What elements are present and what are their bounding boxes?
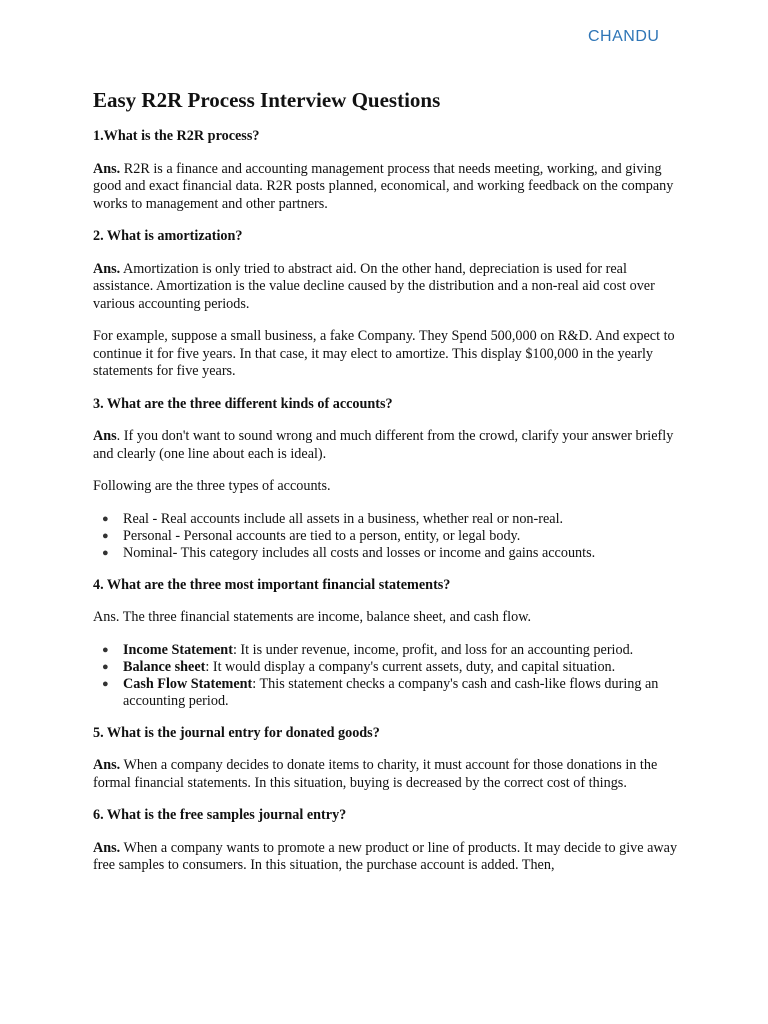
answer-text: Amortization is only tried to abstract aid. On the other hand, depreciation is used for real assistance. Amortization is the value decline caused by the distribution and a non-real aid cost over various accounting periods. [93, 260, 655, 312]
answer-prefix: Ans [93, 428, 117, 444]
answer-prefix: Ans. [93, 260, 121, 277]
answer-text: When a company wants to promote a new product or line of products. It may decide to give away free samples to consumers. In this situation, the purchase account is added. Then, [93, 839, 678, 873]
document-body [93, 86, 683, 890]
list-item-text: : This statement checks a company's cash and cash-like flows during an accounting period. [123, 675, 659, 709]
list-item-text: Nominal- This category includes all costs and losses or income and gains accounts. [123, 544, 596, 561]
page-title: Easy R2R Process Interview Questions [93, 88, 441, 112]
list-item-text: Personal - Personal accounts are tied to a person, entity, or legal body. [123, 527, 521, 544]
list-item [93, 545, 683, 562]
answer-3-intro: Following are the three types of accounts. [93, 478, 331, 494]
list-item-text: Real - Real accounts include all assets in a business, whether real or non-real. [123, 510, 564, 527]
list-item-term: Income Statement [123, 641, 233, 658]
bullet-icon: ● [102, 529, 109, 542]
list-item-text: : It is under revenue, income, profit, and loss for an accounting period. [232, 641, 634, 658]
question-1: 1.What is the R2R process? [93, 128, 260, 144]
question-5: 5. What is the journal entry for donated goods? [93, 724, 380, 741]
answer-3 [93, 428, 683, 463]
answer-text: R2R is a finance and accounting management process that needs meeting, working, and giving good and exact financial data. R2R posts planned, economical, and working feedback on the company works to management and other partners. [93, 160, 674, 212]
answer-prefix: Ans. [93, 757, 121, 773]
answer-text: . If you don't want to sound wrong and much different from the crowd, clarify your answer briefly and clearly (one line about each is ideal). [93, 428, 674, 462]
question-6: 6. What is the free samples journal entry? [93, 807, 347, 823]
list-item [93, 642, 683, 659]
list-item [93, 528, 683, 545]
bullet-icon: ● [102, 546, 109, 559]
answer-1 [93, 161, 683, 214]
statements-list [93, 642, 683, 710]
bullet-icon: ● [102, 643, 109, 656]
question-3: 3. What are the three different kinds of accounts? [93, 395, 393, 412]
answer-prefix: Ans. [93, 839, 121, 856]
accounts-list [93, 511, 683, 562]
answer-text: When a company decides to donate items to charity, it must account for those donations in the formal financial statements. In this situation, buying is decreased by the correct cost of things. [93, 757, 658, 791]
list-item [93, 659, 683, 676]
list-item-term: Balance sheet [123, 658, 206, 675]
bullet-icon: ● [102, 660, 109, 673]
answer-5 [93, 757, 683, 792]
list-item [93, 511, 683, 528]
list-item-text: : It would display a company's current assets, duty, and capital situation. [205, 658, 616, 675]
list-item-term: Cash Flow Statement [123, 675, 253, 692]
answer-2-example: For example, suppose a small business, a fake Company. They Spend 500,000 on R&D. And expect to continue it for five years. In that case, it may elect to amortize. This display $100,000 in the yearly statements for five years. [93, 328, 675, 379]
list-item [93, 676, 683, 710]
answer-prefix: Ans. [93, 160, 121, 177]
question-2: 2. What is amortization? [93, 228, 243, 244]
answer-4: Ans. The three financial statements are income, balance sheet, and cash flow. [93, 609, 532, 625]
answer-6 [93, 840, 683, 875]
bullet-icon: ● [102, 512, 109, 525]
header-author-name: CHANDU [588, 28, 660, 45]
answer-2 [93, 261, 683, 314]
question-4: 4. What are the three most important financial statements? [93, 576, 451, 593]
bullet-icon: ● [102, 677, 109, 690]
